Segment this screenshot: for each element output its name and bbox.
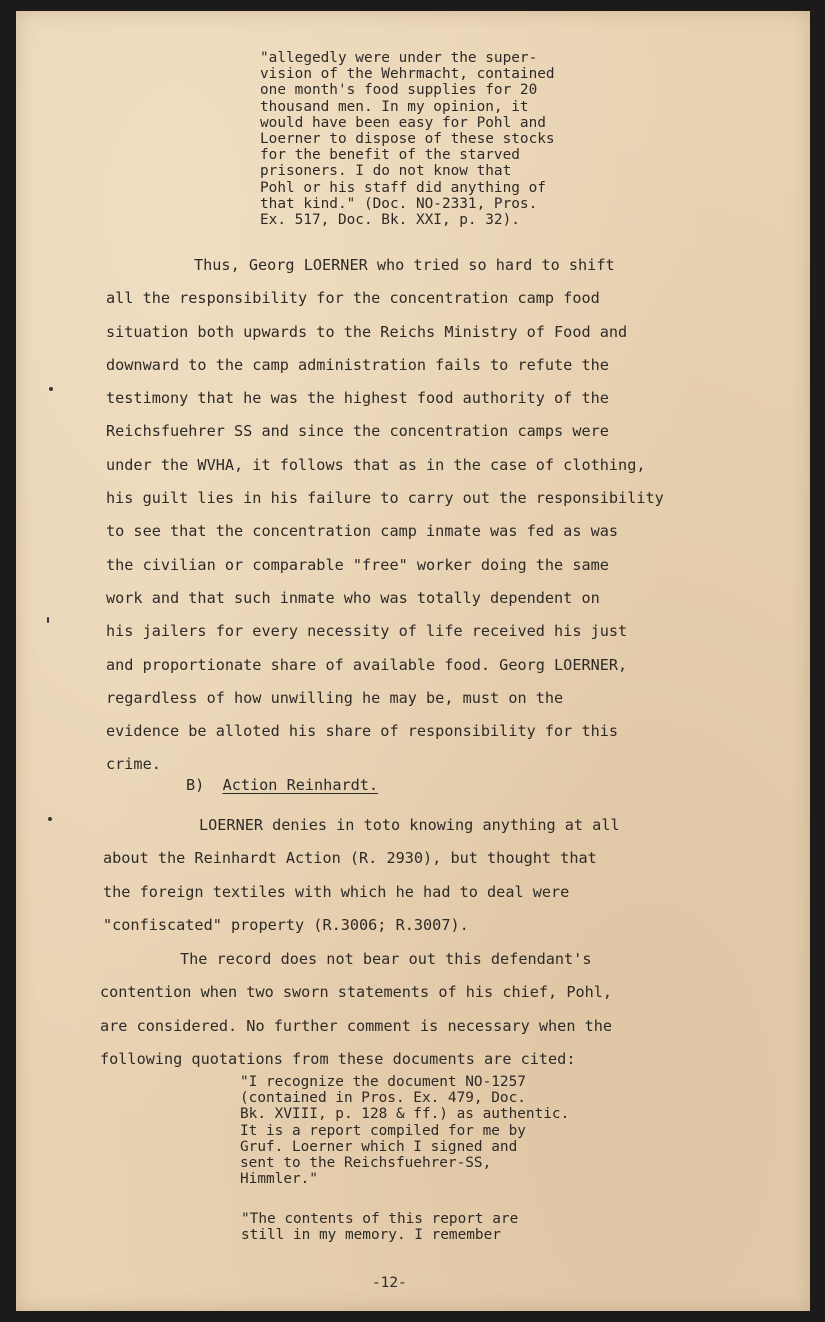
text-line: about the Reinhardt Action (R. 2930), but thought that: [103, 849, 597, 868]
text-line: Gruf. Loerner which I signed and: [240, 1138, 518, 1155]
text-line: the civilian or comparable "free" worker doing the same: [106, 555, 609, 574]
text-line: It is a report compiled for me by: [240, 1122, 526, 1139]
quote-block-top: [260, 50, 555, 228]
text-line: for the benefit of the starved: [260, 147, 520, 164]
text-line: under the WVHA, it follows that as in the case of clothing,: [106, 455, 646, 474]
text-line: are considered. No further comment is necessary when the: [100, 1016, 613, 1035]
section-heading: [186, 769, 378, 802]
text-line: crime.: [106, 755, 161, 774]
text-line: "The contents of this report are: [241, 1211, 519, 1227]
text-line: situation both upwards to the Reichs Ministry of Food and: [106, 322, 628, 341]
quote-block-contents: [241, 1211, 518, 1243]
text-line: LOERNER denies in toto knowing anything at all: [199, 816, 620, 834]
text-line: Loerner to dispose of these stocks: [260, 131, 555, 148]
text-line: to see that the concentration camp inmate was fed as was: [106, 522, 619, 541]
text-line: Ex. 517, Doc. Bk. XXI, p. 32).: [260, 212, 520, 229]
margin-dot-mark: [49, 387, 53, 391]
text-line: still in my memory. I remember: [241, 1227, 501, 1244]
text-line: sent to the Reichsfuehrer-SS,: [240, 1155, 492, 1172]
text-line: would have been easy for Pohl and: [260, 114, 546, 131]
text-line: prisoners. I do not know that: [260, 163, 512, 180]
text-line: Thus, Georg LOERNER who tried so hard to shift: [194, 256, 615, 274]
text-line: his jailers for every necessity of life received his just: [106, 622, 628, 641]
text-line: that kind." (Doc. NO-2331, Pros.: [260, 195, 538, 212]
paragraph-record: [100, 943, 612, 1076]
paragraph-loerner-denies: [103, 809, 620, 942]
text-line: evidence be alloted his share of responsibility for this: [106, 722, 619, 741]
text-line: The record does not bear out this defendant's: [180, 950, 592, 968]
paragraph-loerner-food: [106, 249, 664, 782]
text-line: regardless of how unwilling he may be, must on the: [106, 688, 564, 707]
text-line: Bk. XVIII, p. 128 & ff.) as authentic.: [240, 1106, 570, 1123]
quote-block-recognize: [240, 1074, 569, 1187]
text-line: and proportionate share of available food. Georg LOERNER,: [106, 655, 628, 674]
text-line: work and that such inmate who was totally dependent on: [106, 588, 600, 607]
text-line: Himmler.": [240, 1171, 318, 1188]
text-line: Reichsfuehrer SS and since the concentration camps were: [106, 422, 609, 441]
text-line: "confiscated" property (R.3006; R.3007).: [103, 915, 469, 934]
document-page: [16, 11, 810, 1311]
margin-dot-mark: [47, 617, 49, 623]
text-line: "I recognize the document NO-1257: [240, 1074, 526, 1090]
text-line: (contained in Pros. Ex. 479, Doc.: [240, 1090, 526, 1107]
text-line: contention when two sworn statements of his chief, Pohl,: [100, 983, 613, 1002]
text-line: downward to the camp administration fails to refute the: [106, 355, 609, 374]
text-line: his guilt lies in his failure to carry out the responsibility: [106, 489, 664, 508]
text-line: Pohl or his staff did anything of: [260, 179, 546, 196]
text-line: one month's food supplies for 20: [260, 82, 538, 99]
text-line: all the responsibility for the concentration camp food: [106, 289, 600, 308]
page-number: -12-: [372, 1275, 407, 1291]
section-number: B): [186, 776, 205, 794]
text-line: testimony that he was the highest food authority of the: [106, 389, 609, 408]
text-line: thousand men. In my opinion, it: [260, 98, 529, 115]
text-line: "allegedly were under the super-: [260, 50, 538, 66]
text-line: following quotations from these documents are cited:: [100, 1049, 576, 1068]
margin-dot-mark: [48, 817, 52, 821]
text-line: the foreign textiles with which he had to deal were: [103, 882, 570, 901]
section-title: Action Reinhardt.: [222, 776, 379, 794]
text-line: vision of the Wehrmacht, contained: [260, 66, 555, 83]
